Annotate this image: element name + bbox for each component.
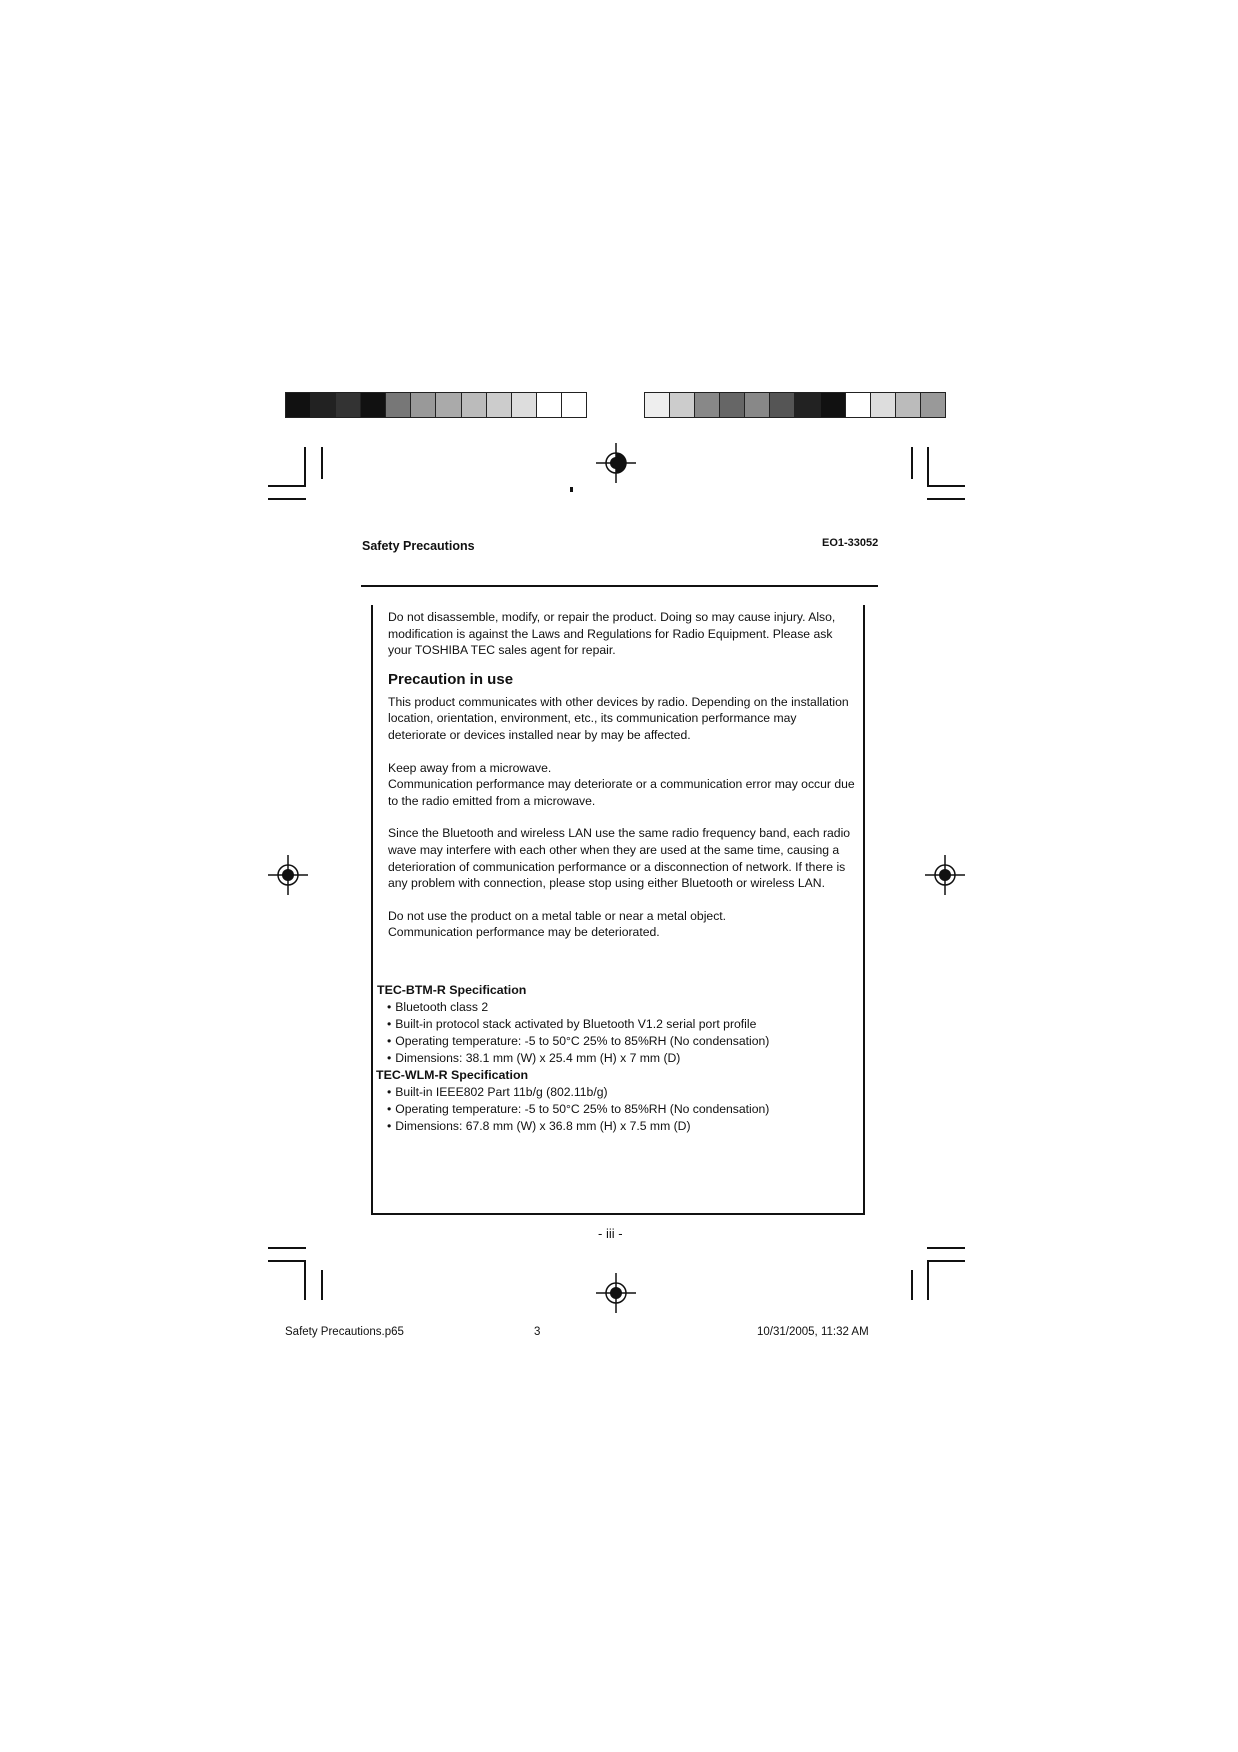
- spec-wlm-list: [377, 1084, 857, 1135]
- calibration-bar-right: [644, 392, 946, 418]
- crop-mark-bottom-left-h2: [268, 1260, 306, 1262]
- header-title: Safety Precautions: [362, 539, 475, 553]
- crop-mark-top-left-h2: [268, 498, 306, 500]
- crop-mark-bottom-right-h2: [927, 1260, 965, 1262]
- crop-mark-top-right-h: [927, 485, 965, 487]
- section-paragraph: Do not use the product on a metal table or near a metal object.: [388, 908, 727, 923]
- registration-mark-icon: [596, 443, 636, 483]
- crop-mark-top-right-v2: [927, 447, 929, 487]
- calibration-bar-left: [285, 392, 587, 418]
- section-paragraph: Since the Bluetooth and wireless LAN use the same radio frequency band, each radio wave may interfere with each other when they are used at the same time, causing a deterioration of communication performance or a disconnection of network. If there is any problem with connection, please stop using either Bluetooth or wireless LAN.: [388, 826, 851, 891]
- spec-wlm-title: TEC-WLM-R Specification: [376, 1068, 529, 1082]
- crop-mark-top-left-h: [268, 485, 306, 487]
- content-box-bottom-border: [371, 1213, 865, 1215]
- section-paragraph: Keep away from a microwave.: [388, 760, 552, 775]
- list-item: • Operating temperature: -5 to 50°C 25% to 85%RH (No condensation): [387, 1033, 857, 1050]
- registration-mark-icon: [925, 855, 965, 895]
- list-item: • Bluetooth class 2: [387, 999, 857, 1016]
- spec-block: [377, 982, 857, 1135]
- footer-page: 3: [534, 1326, 541, 1338]
- list-item: • Dimensions: 67.8 mm (W) x 36.8 mm (H) x 7.5 mm (D): [387, 1118, 857, 1135]
- crop-mark-top-left-v2: [321, 447, 323, 479]
- content-box-right-border: [863, 605, 865, 1215]
- list-item: • Operating temperature: -5 to 50°C 25% to 85%RH (No condensation): [387, 1101, 857, 1118]
- section-paragraph: This product communicates with other devices by radio. Depending on the installation location, orientation, environment, etc., its communication performance may deteriorate or devices installed near by may be affected.: [388, 694, 849, 742]
- spec-btm-list: [377, 999, 857, 1067]
- crop-mark-bottom-right-v2: [927, 1260, 929, 1300]
- section-heading: Precaution in use: [388, 670, 514, 688]
- crop-mark-bottom-left-v2: [321, 1270, 323, 1300]
- registration-mark-icon: [268, 855, 308, 895]
- spec-btm-title: TEC-BTM-R Specification: [377, 983, 527, 997]
- section-paragraph: Communication performance may be deteriorated.: [388, 925, 660, 940]
- crop-mark-top-right-v: [911, 447, 913, 479]
- footer-timestamp: 10/31/2005, 11:32 AM: [757, 1326, 869, 1338]
- content-body: [388, 609, 858, 941]
- crop-mark-bottom-left-v: [304, 1260, 306, 1300]
- crop-mark-top-left-v: [304, 447, 306, 487]
- list-item: • Dimensions: 38.1 mm (W) x 25.4 mm (H) x 7 mm (D): [387, 1050, 857, 1067]
- crop-mark-bottom-left-h: [268, 1247, 306, 1249]
- list-item: • Built-in IEEE802 Part 11b/g (802.11b/g): [387, 1084, 857, 1101]
- crop-mark-bottom-right-h: [927, 1247, 965, 1249]
- footer-file-name: Safety Precautions.p65: [285, 1326, 404, 1338]
- intro-paragraph: Do not disassemble, modify, or repair the product. Doing so may cause injury. Also, modification is against the Laws and Regulations for Radio Equipment. Please ask your TOSHIBA TEC sales agent for repair.: [388, 610, 836, 658]
- page-number: - iii -: [598, 1226, 623, 1241]
- doc-number: EO1-33052: [822, 537, 879, 549]
- content-box-left-border: [371, 605, 373, 1215]
- crop-mark-bottom-right-v: [911, 1270, 913, 1300]
- registration-mark-icon: [596, 1273, 636, 1313]
- crop-mark-top-right-h2: [927, 498, 965, 500]
- speck: [570, 487, 573, 492]
- header-rule: [361, 585, 878, 587]
- list-item: • Built-in protocol stack activated by Bluetooth V1.2 serial port profile: [387, 1016, 857, 1033]
- section-paragraph: Communication performance may deteriorate or a communication error may occur due to the radio emitted from a microwave.: [388, 777, 855, 808]
